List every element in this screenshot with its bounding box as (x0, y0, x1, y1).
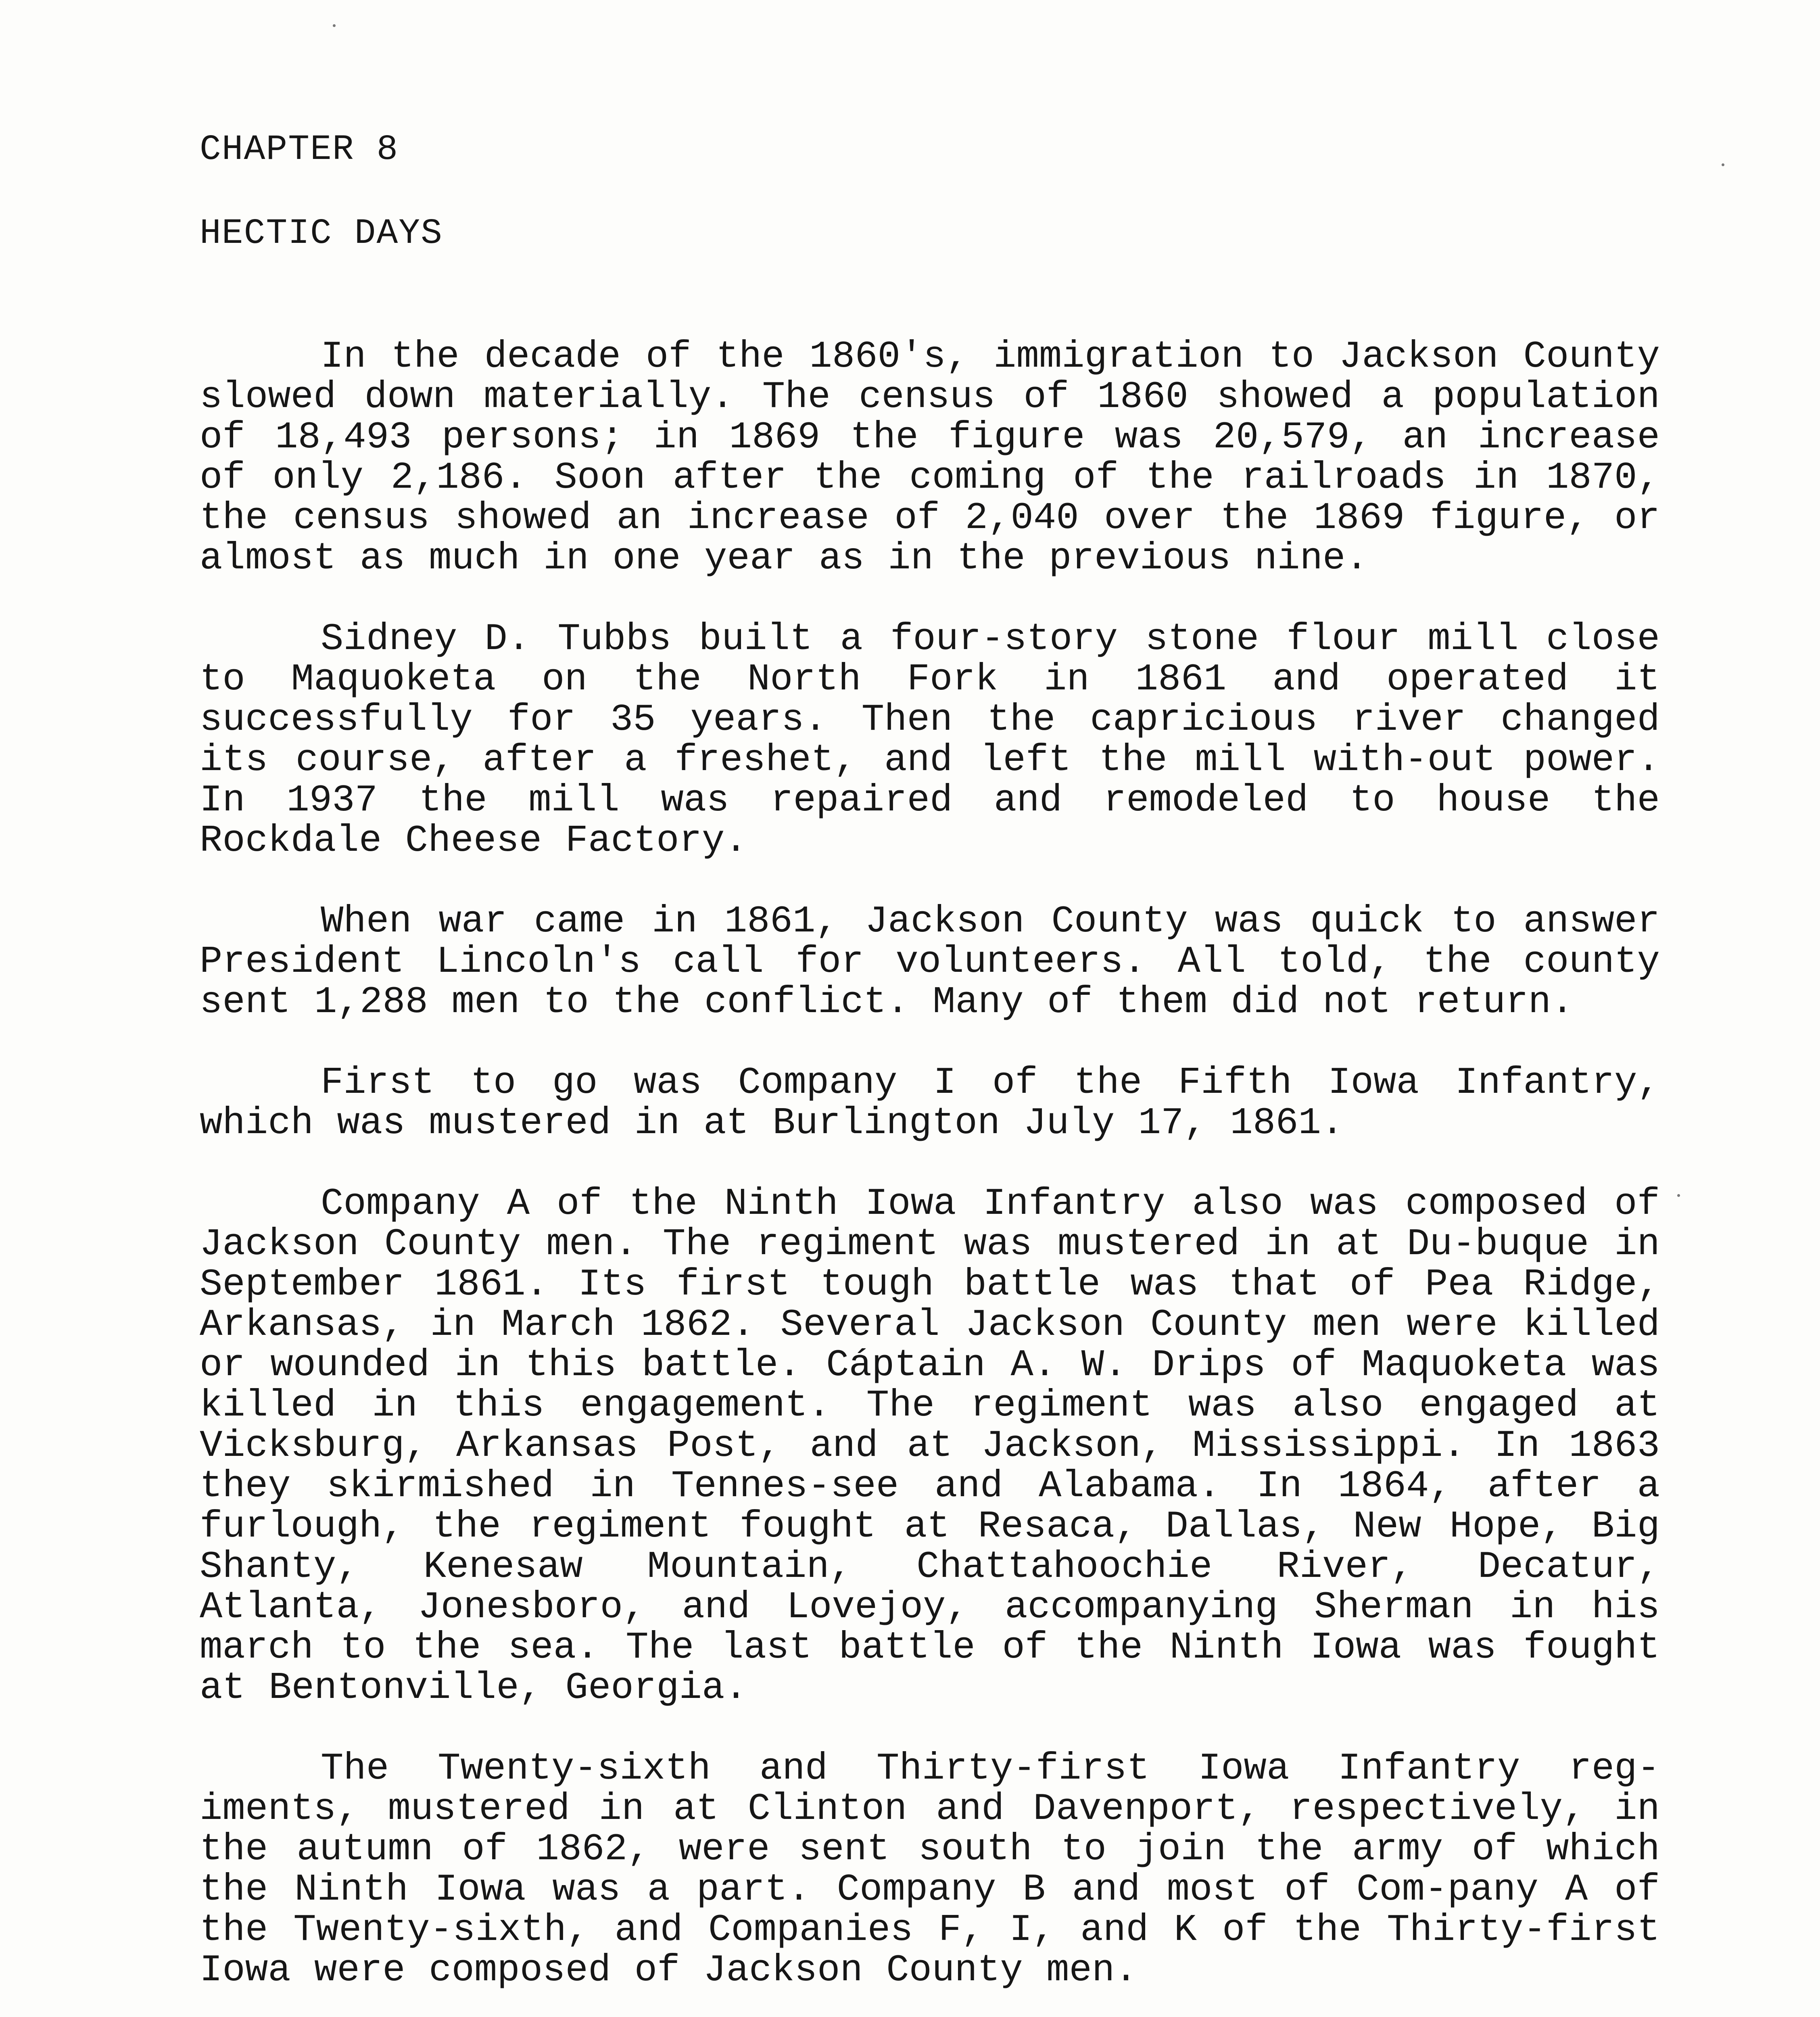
paragraph-twenty-sixth-thirty-first: The Twenty-sixth and Thirty-first Iowa Infantry reg-iments, mustered in at Clinton and Davenport, respectively, in the autumn of 1862, were sent south to join the army of which the Ninth Iowa was a part. Company B and most of Com-pany A of the Twenty-sixth, and Companies F, I, and K of the Thirty-first Iowa were composed of Jackson County men. (200, 1748, 1660, 1992)
paragraph-fifth-iowa: First to go was Company I of the Fifth Iowa Infantry, which was mustered in at Burlington July 17, 1861. (200, 1062, 1660, 1145)
paper-speck (1722, 163, 1724, 166)
paper-speck (333, 24, 336, 27)
chapter-title: HECTIC DAYS (200, 214, 443, 254)
paragraph-war-1861: When war came in 1861, Jackson County was quick to answer President Lincoln's call for volunteers. All told, the county sent 1,288 men to the conflict. Many of them did not return. (200, 900, 1660, 1024)
paper-speck (1677, 1194, 1680, 1197)
paragraph-ninth-iowa: Company A of the Ninth Iowa Infantry also was composed of Jackson County men. The regiment was mustered in at Du-buque in September 1861. Its first tough battle was that of Pea Ridge, Arkansas, in March 1862. Several Jackson County men were killed or wounded in this battle. Cáptain A. W. Drips of Maquoketa was killed in this engagement. The regiment was also engaged at Vicksburg, Arkansas Post, and at Jackson, Mississippi. In 1863 they skirmished in Tennes-see and Alabama. In 1864, after a furlough, the regiment fought at Resaca, Dallas, New Hope, Big Shanty, Kenesaw Mountain, Chattahoochie River, Decatur, Atlanta, Jonesboro, and Lovejoy, accompanying Sherman in his march to the sea. The last battle of the Ninth Iowa was fought at Bentonville, Georgia. (200, 1183, 1660, 1710)
paragraph-flour-mill: Sidney D. Tubbs built a four-story stone flour mill close to Maquoketa on the North Fork in 1861 and operated it successfully for 35 years. Then the capricious river changed its course, after a freshet, and left the mill with-out power. In 1937 the mill was repaired and remodeled to house the Rockdale Cheese Factory. (200, 618, 1660, 862)
body-text (200, 337, 1660, 2017)
paragraph-census: In the decade of the 1860's, immigration to Jackson County slowed down materially. The census of 1860 showed a population of 18,493 persons; in 1869 the figure was 20,579, an increase of only 2,186. Soon after the coming of the railroads in 1870, the census showed an increase of 2,040 over the 1869 figure, or almost as much in one year as in the previous nine. (200, 336, 1660, 580)
chapter-label: CHAPTER 8 (200, 130, 399, 170)
